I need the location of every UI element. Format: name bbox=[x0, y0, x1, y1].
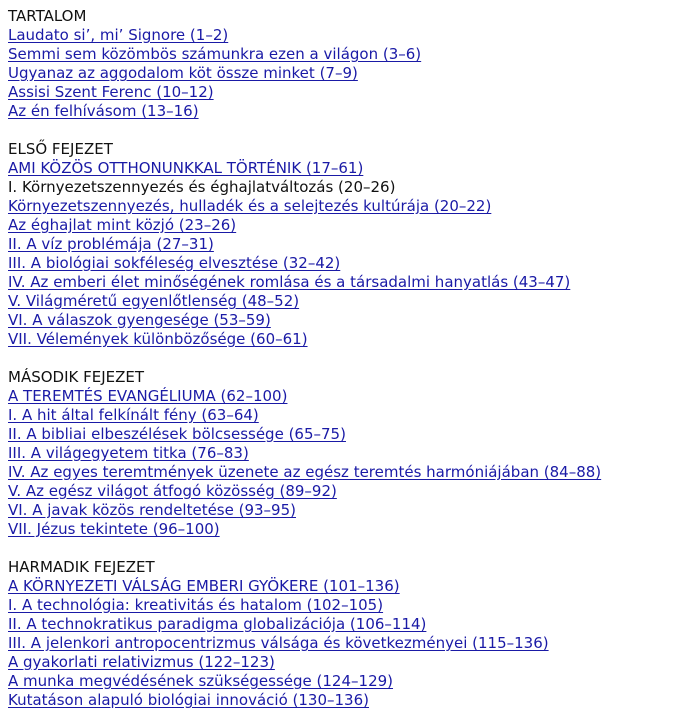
toc-link[interactable]: A munka megvédésének szükségessége (124–129) bbox=[8, 672, 394, 690]
toc-link[interactable]: VI. A válaszok gyengesége (53–59) bbox=[8, 311, 271, 329]
toc-link[interactable]: Az éghajlat mint közjó (23–26) bbox=[8, 216, 237, 234]
toc-link[interactable]: I. A technológia: kreativitás és hatalom (102–105) bbox=[8, 596, 384, 614]
toc-link[interactable]: Környezetszennyezés, hulladék és a selejtezés kultúrája (20–22) bbox=[8, 197, 492, 215]
toc-link[interactable]: Laudato si’, mi’ Signore (1–2) bbox=[8, 26, 229, 44]
chapter-heading: HARMADIK FEJEZET bbox=[8, 558, 155, 576]
chapter-heading: ELSŐ FEJEZET bbox=[8, 140, 113, 158]
chapter-heading: MÁSODIK FEJEZET bbox=[8, 368, 145, 386]
toc-link[interactable]: III. A jelenkori antropocentrizmus válsága és következményei (115–136) bbox=[8, 634, 549, 652]
toc-link[interactable]: Kutatáson alapuló biológiai innováció (130–136) bbox=[8, 691, 369, 709]
section-spacer bbox=[8, 121, 675, 140]
toc-link[interactable]: A gyakorlati relativizmus (122–123) bbox=[8, 653, 275, 671]
chapter-title-link[interactable]: AMI KÖZÖS OTTHONUNKKAL TÖRTÉNIK (17–61) bbox=[8, 159, 364, 177]
toc-link[interactable]: IV. Az emberi élet minőségének romlása és a társadalmi hanyatlás (43–47) bbox=[8, 273, 571, 291]
chapter-title-link[interactable]: A TEREMTÉS EVANGÉLIUMA (62–100) bbox=[8, 387, 288, 405]
toc-link[interactable]: I. A hit által felkínált fény (63–64) bbox=[8, 406, 259, 424]
toc-link[interactable]: Assisi Szent Ferenc (10–12) bbox=[8, 83, 214, 101]
chapter-title-link[interactable]: A KÖRNYEZETI VÁLSÁG EMBERI GYÖKERE (101–136) bbox=[8, 577, 400, 595]
toc-link[interactable]: V. Az egész világot átfogó közösség (89–92) bbox=[8, 482, 337, 500]
toc-link[interactable]: VI. A javak közös rendeltetése (93–95) bbox=[8, 501, 296, 519]
toc-link[interactable]: IV. Az egyes teremtmények üzenete az egész teremtés harmóniájában (84–88) bbox=[8, 463, 602, 481]
toc-link[interactable]: III. A biológiai sokféleség elvesztése (32–42) bbox=[8, 254, 341, 272]
toc-link[interactable]: V. Világméretű egyenlőtlenség (48–52) bbox=[8, 292, 300, 310]
section-spacer bbox=[8, 349, 675, 368]
toc-link[interactable]: VII. Vélemények különbözősége (60–61) bbox=[8, 330, 308, 348]
section-spacer bbox=[8, 539, 675, 558]
toc-title: TARTALOM bbox=[8, 7, 87, 25]
toc-link[interactable]: Semmi sem közömbös számunkra ezen a világon (3–6) bbox=[8, 45, 422, 63]
toc-link[interactable]: VII. Jézus tekintete (96–100) bbox=[8, 520, 220, 538]
toc-link[interactable]: II. A technokratikus paradigma globalizációja (106–114) bbox=[8, 615, 427, 633]
toc-link[interactable]: III. A világegyetem titka (76–83) bbox=[8, 444, 249, 462]
section-label: I. Környezetszennyezés és éghajlatváltozás (20–26) bbox=[8, 178, 396, 196]
toc-link[interactable]: II. A bibliai elbeszélések bölcsessége (65–75) bbox=[8, 425, 346, 443]
toc-link[interactable]: II. A víz problémája (27–31) bbox=[8, 235, 214, 253]
toc-link[interactable]: Az én felhívásom (13–16) bbox=[8, 102, 199, 120]
toc-link[interactable]: Ugyanaz az aggodalom köt össze minket (7–9) bbox=[8, 64, 358, 82]
